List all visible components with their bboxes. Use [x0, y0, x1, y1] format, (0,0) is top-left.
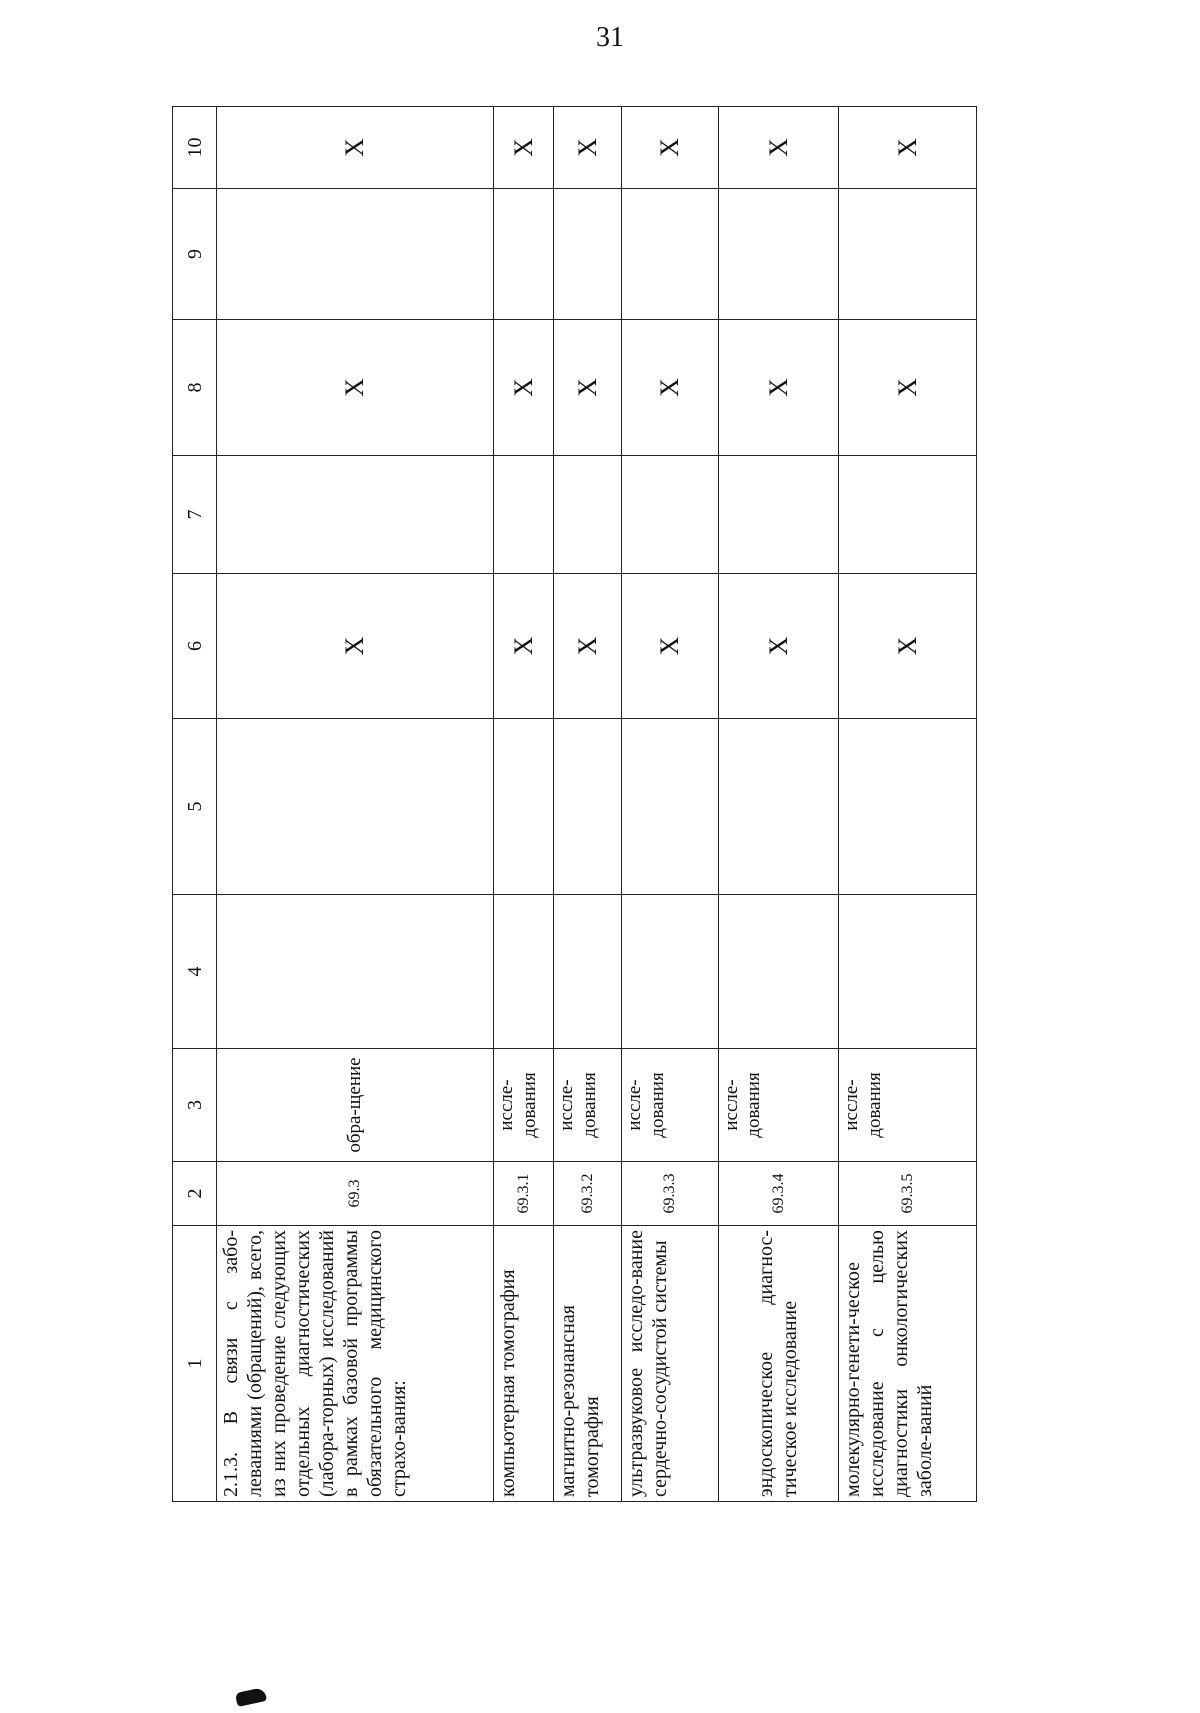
header-row: [173, 107, 217, 1502]
cell-5: [621, 719, 718, 895]
cell-9: [554, 189, 622, 320]
cell-5: [217, 719, 494, 895]
row-unit: иссле-дования: [621, 1049, 718, 1162]
cell-10: X: [621, 107, 718, 189]
row-code: 69.3.5: [839, 1162, 977, 1226]
table-row: [217, 107, 494, 1502]
cell-10: X: [839, 107, 977, 189]
row-name: молекулярно-генети-ческое исследование с целью диагностики онкологических заболе-ваний: [839, 1226, 977, 1502]
cell-8: X: [718, 320, 839, 456]
row-unit: иссле-дования: [839, 1049, 977, 1162]
cell-7: [217, 456, 494, 574]
cell-9: [493, 189, 553, 320]
cell-4: [839, 895, 977, 1049]
data-table: [172, 106, 977, 1502]
cell-8: X: [839, 320, 977, 456]
row-unit: иссле-дования: [493, 1049, 553, 1162]
cell-6: X: [718, 574, 839, 719]
cell-6: X: [839, 574, 977, 719]
cell-4: [718, 895, 839, 1049]
column-number: 2: [173, 1162, 217, 1226]
cell-7: [493, 456, 553, 574]
column-number: 7: [173, 456, 217, 574]
cell-9: [217, 189, 494, 320]
row-name: 2.1.3. В связи с забо-левaниями (обращений), всего, из них проведение следующих отдельных диагностических (лабора-торных) исследований в рамках базовой программы обязательного медицинского страхо-вания:: [217, 1226, 494, 1502]
table-row: [718, 107, 839, 1502]
row-code: 69.3.2: [554, 1162, 622, 1226]
column-number: 6: [173, 574, 217, 719]
cell-4: [493, 895, 553, 1049]
cell-5: [839, 719, 977, 895]
row-unit: иссле-дования: [718, 1049, 839, 1162]
cell-4: [621, 895, 718, 1049]
table-row: [493, 107, 553, 1502]
cell-10: X: [554, 107, 622, 189]
cell-10: X: [217, 107, 494, 189]
column-number: 9: [173, 189, 217, 320]
cell-4: [554, 895, 622, 1049]
column-number: 8: [173, 320, 217, 456]
cell-8: X: [554, 320, 622, 456]
cell-7: [718, 456, 839, 574]
column-number: 4: [173, 895, 217, 1049]
cell-4: [217, 895, 494, 1049]
cell-7: [554, 456, 622, 574]
column-number: 10: [173, 107, 217, 189]
cell-5: [493, 719, 553, 895]
column-number: 1: [173, 1226, 217, 1502]
table-row: [621, 107, 718, 1502]
row-name: ультразвуковое исследо-вание сердечно-сосудистой системы: [621, 1226, 718, 1502]
table-row: [839, 107, 977, 1502]
column-number: 3: [173, 1049, 217, 1162]
row-code: 69.3: [217, 1162, 494, 1226]
row-unit: иссле-дования: [554, 1049, 622, 1162]
column-number: 5: [173, 719, 217, 895]
cell-8: X: [217, 320, 494, 456]
row-name: компьютерная томография: [493, 1226, 553, 1502]
page-number: 31: [596, 22, 624, 53]
cell-8: X: [493, 320, 553, 456]
cell-9: [621, 189, 718, 320]
cell-5: [554, 719, 622, 895]
cell-5: [718, 719, 839, 895]
cell-6: X: [621, 574, 718, 719]
cell-6: X: [217, 574, 494, 719]
cell-8: X: [621, 320, 718, 456]
cell-6: X: [493, 574, 553, 719]
row-code: 69.3.1: [493, 1162, 553, 1226]
cell-7: [621, 456, 718, 574]
cell-6: X: [554, 574, 622, 719]
table-row: [554, 107, 622, 1502]
cell-10: X: [493, 107, 553, 189]
ink-mark: [235, 1687, 267, 1707]
data-table-container: [172, 107, 977, 1502]
cell-9: [839, 189, 977, 320]
row-unit: обра-щение: [217, 1049, 494, 1162]
row-name: магнитно-резонансная томография: [554, 1226, 622, 1502]
row-code: 69.3.3: [621, 1162, 718, 1226]
row-name: эндоскопическое диагнос-тическое исследование: [718, 1226, 839, 1502]
cell-9: [718, 189, 839, 320]
row-code: 69.3.4: [718, 1162, 839, 1226]
cell-7: [839, 456, 977, 574]
cell-10: X: [718, 107, 839, 189]
